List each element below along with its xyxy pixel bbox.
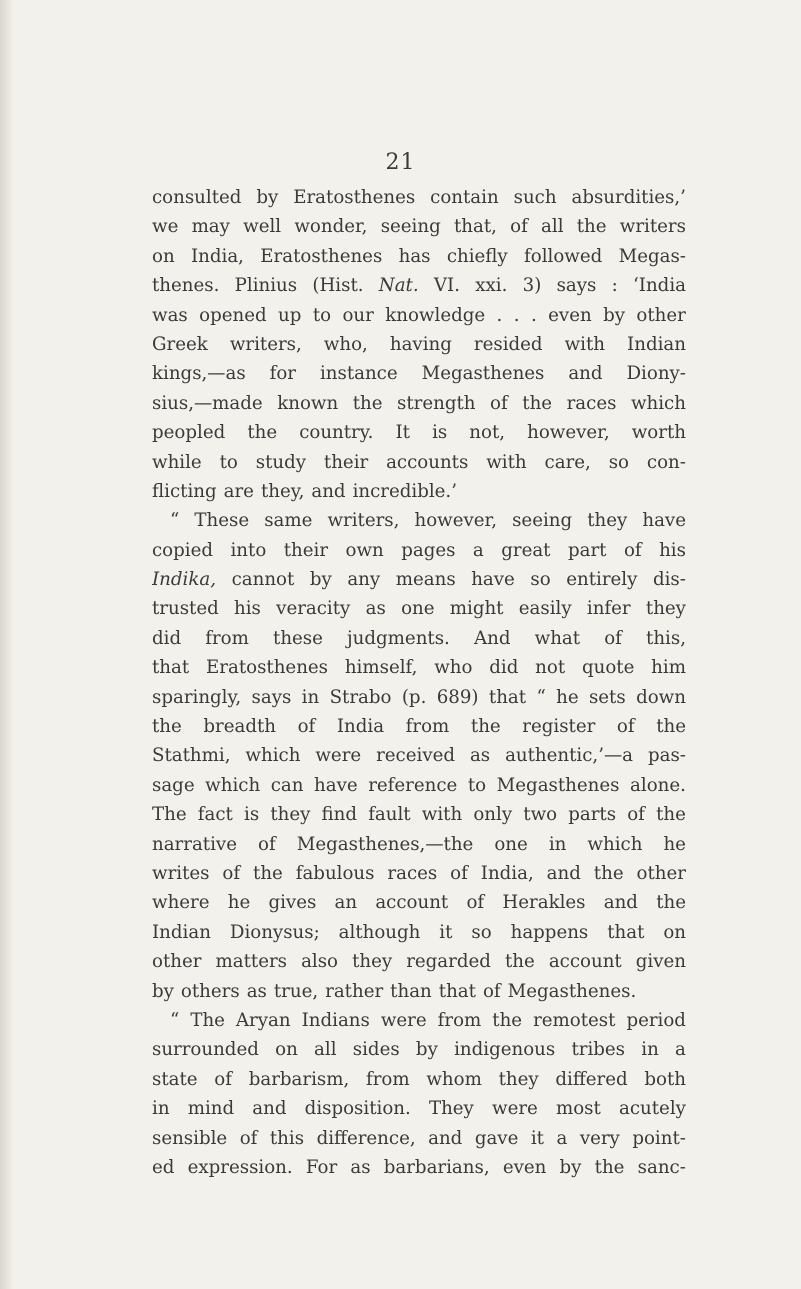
text-line: sparingly, says in Strabo (p. 689) that “ he sets down: [152, 686, 686, 708]
text-line: while to study their accounts with care, so con-: [152, 451, 686, 473]
text-line: writes of the fabulous races of India, and the other: [152, 862, 686, 884]
text-line: surrounded on all sides by indigenous tribes in a: [152, 1039, 686, 1061]
text-line: flicting are they, and incredible.’: [152, 480, 457, 502]
text-line: copied into their own pages a great part of his: [152, 539, 686, 561]
text-line: in mind and disposition. They were most acutely: [152, 1098, 686, 1120]
text-line: that Eratosthenes himself, who did not quote him: [152, 657, 686, 679]
text-line: we may well wonder, seeing that, of all the writers: [152, 216, 686, 238]
text-line: sage which can have reference to Megasthenes alone.: [152, 774, 686, 796]
text-line: kings,—as for instance Megasthenes and Diony-: [152, 363, 686, 385]
text-line: on India, Eratosthenes has chiefly followed Megas-: [152, 245, 686, 267]
page-number: 21: [385, 150, 416, 175]
text-line: did from these judgments. And what of this,: [152, 627, 686, 649]
text-line: peopled the country. It is not, however, worth: [152, 422, 686, 444]
text-line: consulted by Eratosthenes contain such absurdities,’: [152, 187, 686, 208]
text-line: sius,—made known the strength of the races which: [152, 392, 686, 414]
text-line: ed expression. For as barbarians, even by the sanc-: [152, 1156, 686, 1178]
text-line: Indian Dionysus; although it so happens that on: [152, 921, 686, 943]
text-line: trusted his veracity as one might easily infer they: [152, 598, 686, 620]
text-line: state of barbarism, from whom they differed both: [152, 1068, 686, 1090]
text-line: narrative of Megasthenes,—the one in which he: [152, 833, 686, 855]
text-line: Stathmi, which were received as authentic,’—a pas-: [152, 745, 686, 767]
page-gutter-shadow: [0, 0, 14, 1289]
text-line: where he gives an account of Herakles and the: [152, 892, 686, 914]
text-line: was opened up to our knowledge . . . even by other: [152, 304, 686, 326]
text-line: thenes. Plinius (Hist. Nat. VI. xxi. 3) says : ‘India: [152, 275, 686, 297]
text-line: by others as true, rather than that of Megasthenes.: [152, 980, 637, 1002]
text-line: other matters also they regarded the account given: [152, 951, 686, 973]
text-line: “ These same writers, however, seeing they have: [170, 510, 686, 532]
text-line: Indika, cannot by any means have so entirely dis-: [152, 569, 686, 591]
body-text: [152, 183, 686, 1182]
text-line: the breadth of India from the register of the: [152, 716, 686, 738]
text-line: Greek writers, who, having resided with Indian: [152, 333, 686, 355]
text-line: The fact is they find fault with only two parts of the: [152, 804, 686, 826]
text-line: sensible of this difference, and gave it a very point-: [152, 1127, 686, 1149]
text-line: “ The Aryan Indians were from the remotest period: [170, 1009, 686, 1031]
